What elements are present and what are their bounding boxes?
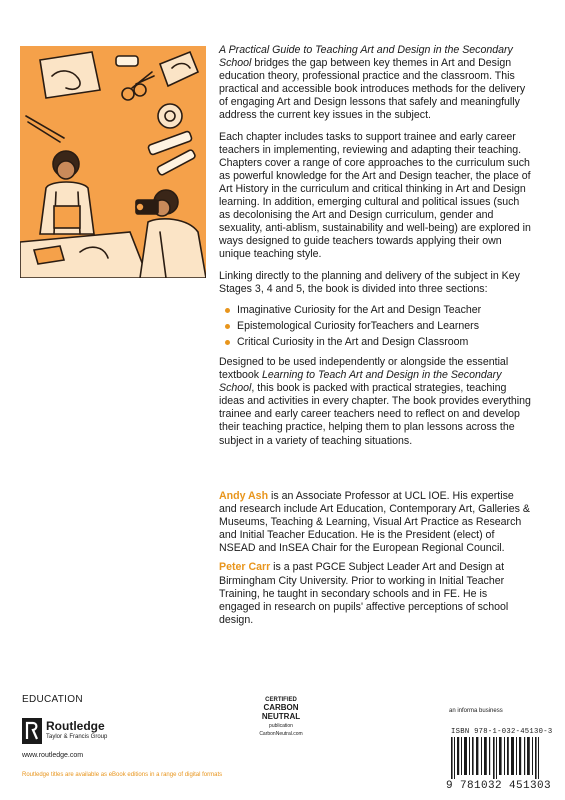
publisher-group: Taylor & Francis Group	[46, 734, 108, 740]
author-bio	[219, 561, 531, 626]
carbon-neutral-badge	[249, 697, 313, 765]
bullet-icon	[225, 324, 230, 329]
author-bio-text: is an Associate Professor at UCL IOE. His expertise and research include Art Education, Contemporary Art, Galleries & Museums, Teaching & Learning, Visual Art Practice as Research and Initial Teacher Education. He is the President (elect) of NSEAD and InSEA Chair for the European Regional Council.	[219, 490, 530, 555]
subject-category: EDUCATION	[22, 694, 83, 705]
companion-title: Learning to Teach Art and Design in the Secondary School	[219, 369, 502, 395]
art-classroom-illustration	[20, 46, 206, 278]
list-item	[219, 304, 531, 317]
author-bios	[219, 490, 531, 633]
author-bio	[219, 490, 531, 555]
cover-illustration	[20, 46, 206, 278]
isbn-text: ISBN 978-1-032-45130-3	[451, 728, 553, 736]
informa-label: an informa business	[449, 708, 503, 714]
bullet-icon	[225, 308, 230, 313]
blurb-paragraph-2: Each chapter includes tasks to support trainee and early career teachers in implementing, reviewing and adapting their teaching. Chapters cover a range of core approaches to the curriculum such as powerful knowledge for the Art and Design teacher, the place of Art History in the curriculum and critical thinking in Art and Design learning. In addition, emerging cultural and political issues (such as decolonising the Art and Design curriculum, gender and sexuality, anti-ablism, sustainability and well-being) are explored in ways designed to guide teachers towards applying their own unique teaching style.	[219, 130, 531, 261]
blurb-paragraph-4	[219, 356, 531, 448]
routledge-r-icon	[22, 718, 42, 744]
blurb-paragraph-3: Linking directly to the planning and delivery of the subject in Key Stages 3, 4 and 5, the book is divided into three sections:	[219, 269, 520, 295]
isbn-digits: 9 781032 451303	[446, 780, 552, 792]
list-item	[219, 336, 531, 349]
list-item	[219, 320, 531, 333]
back-cover-blurb	[219, 44, 531, 456]
neutral-label: NEUTRAL	[261, 712, 301, 721]
sections-list	[219, 304, 531, 349]
publisher-website: www.routledge.com	[22, 752, 84, 759]
blurb-p1-text: bridges the gap between key themes in Art and Design education theory, professional practice and the classroom. This practical and accessible book introduces methods for the delivery of engaging Art and Design lessons that safely and meaningfully address the current key issues in the subject.	[219, 57, 526, 122]
section-label: Imaginative Curiosity for the Art and Design Teacher	[237, 303, 482, 316]
carbon-label: CARBON	[263, 703, 299, 712]
author-name: Peter Carr	[219, 561, 271, 574]
book-title: A Practical Guide to Teaching Art and Design in the Secondary School	[219, 44, 513, 70]
carbon-publication-label: publication	[269, 723, 293, 729]
blurb-paragraph-1	[219, 44, 531, 123]
ebook-note: Routledge titles are available as eBook editions in a range of digital formats	[22, 772, 223, 778]
barcode-icon	[451, 737, 541, 779]
carbon-website: CarbonNeutral.com	[259, 731, 303, 737]
blurb-p4-end: , this book is packed with practical strategies, teaching ideas and activities in every chapter. The book provides everything trainee and early career teachers need to reflect on and develop their teaching practice, helping them to plan lessons across the subject in a variety of teaching situations.	[219, 382, 531, 447]
section-label: Critical Curiosity in the Art and Design Classroom	[237, 335, 469, 348]
section-label: Epistemological Curiosity forTeachers and Learners	[237, 319, 480, 332]
publisher-name: Routledge	[46, 719, 105, 733]
author-name: Andy Ash	[219, 490, 269, 502]
author-bio-text: is a past PGCE Subject Leader Art and Design at Birmingham City University. Prior to working in Initial Teacher Training, he taught in secondary schools and in FE. He is engaged in research on pupils' affective perceptions of school design.	[219, 561, 509, 626]
blurb-p4-start: Designed to be used independently or alongside the essential textbook	[219, 355, 509, 382]
publisher-logo	[22, 718, 172, 748]
bullet-icon	[225, 340, 230, 345]
carbon-certified-label: CERTIFIED	[265, 697, 297, 703]
